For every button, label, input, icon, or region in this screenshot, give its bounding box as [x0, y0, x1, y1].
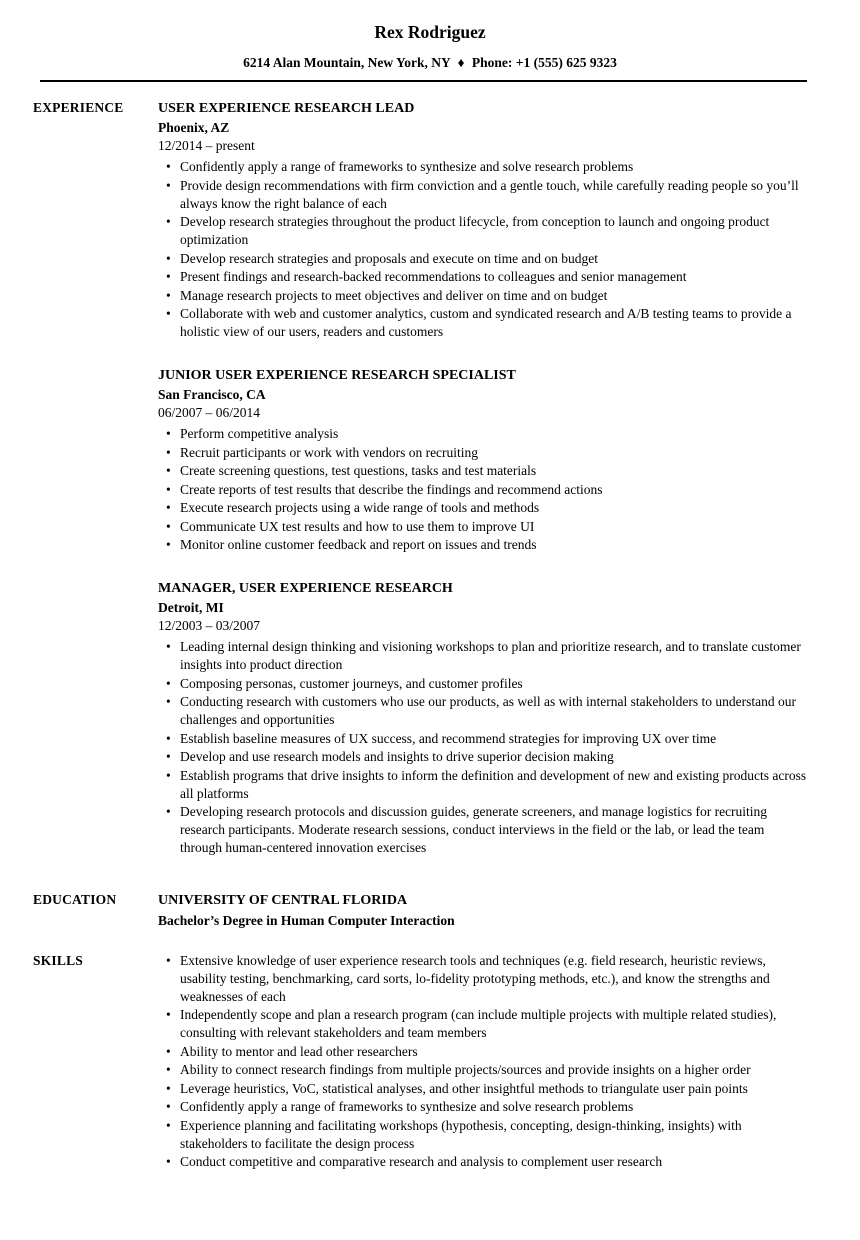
- contact-line: [0, 54, 860, 72]
- job-dates: 12/2003 – 03/2007: [158, 618, 261, 633]
- bullet-item: • Ability to connect research findings from multiple projects/sources and provide insights on a higher order: [166, 1061, 807, 1079]
- diamond-separator-icon: ♦: [457, 55, 465, 70]
- bullet-item: • Extensive knowledge of user experience research tools and techniques (e.g. field research, heuristic reviews, usability testing, benchmarking, card sorts, lo-fidelity prototyping methods, etc.), and know the strengths and weaknesses of each: [166, 952, 807, 1006]
- job-bullet-list: [158, 158, 807, 341]
- skills-bullet-list: [158, 952, 807, 1172]
- education-section: [33, 891, 807, 931]
- experience-content: [158, 99, 807, 858]
- bullet-item: • Develop research strategies and proposals and execute on time and on budget: [166, 250, 807, 268]
- degree: Bachelor’s Degree in Human Computer Interaction: [158, 912, 455, 928]
- bullet-item: • Monitor online customer feedback and report on issues and trends: [166, 536, 807, 554]
- job-entry: [158, 579, 807, 857]
- bullet-item: • Ability to mentor and lead other researchers: [166, 1043, 807, 1061]
- job-location: San Francisco, CA: [158, 387, 266, 402]
- bullet-item: • Establish programs that drive insights to inform the definition and development of new and existing products across all platforms: [166, 767, 807, 803]
- section-label-education: EDUCATION: [33, 891, 117, 907]
- bullet-item: • Develop research strategies throughout the product lifecycle, from conception to launch and ongoing product optimization: [166, 213, 807, 249]
- job-dates: 06/2007 – 06/2014: [158, 405, 261, 420]
- job-title: MANAGER, USER EXPERIENCE RESEARCH: [158, 581, 453, 596]
- bullet-item: • Develop and use research models and insights to drive superior decision making: [166, 748, 807, 766]
- section-label-skills: SKILLS: [33, 952, 83, 968]
- bullet-item: • Create reports of test results that describe the findings and recommend actions: [166, 481, 807, 499]
- bullet-item: • Confidently apply a range of frameworks to synthesize and solve research problems: [166, 1098, 807, 1116]
- bullet-item: • Experience planning and facilitating workshops (hypothesis, concepting, design-thinking, insights) with stakeholders to facilitate the design process: [166, 1117, 807, 1153]
- section-label-experience: EXPERIENCE: [33, 100, 124, 115]
- resume-body: [0, 82, 860, 1212]
- resume-header: [0, 0, 860, 82]
- job-bullet-list: [158, 638, 807, 857]
- bullet-item: • Provide design recommendations with firm conviction and a gentle touch, while carefully reading people so you’ll always know the right balance of each: [166, 177, 807, 213]
- skills-section: [33, 952, 807, 1172]
- bullet-item: • Confidently apply a range of frameworks to synthesize and solve research problems: [166, 158, 807, 176]
- bullet-item: • Composing personas, customer journeys, and customer profiles: [166, 675, 807, 693]
- bullet-item: • Present findings and research-backed recommendations to colleagues and senior management: [166, 268, 807, 286]
- job-location: Phoenix, AZ: [158, 120, 230, 135]
- job-bullet-list: [158, 425, 807, 554]
- school-name: UNIVERSITY OF CENTRAL FLORIDA: [158, 892, 408, 908]
- bullet-item: • Independently scope and plan a research program (can include multiple projects with multiple related studies), consulting with relevant stakeholders and team members: [166, 1006, 807, 1042]
- skills-content: [158, 952, 807, 1172]
- bullet-item: • Developing research protocols and discussion guides, generate screeners, and manage logistics for recruiting research participants. Moderate research sessions, conduct interviews in the field or the lab, or lead the team through human-centered innovation exercises: [166, 803, 807, 857]
- bullet-item: • Conducting research with customers who use our products, as well as with internal stakeholders to understand our challenges and opportunities: [166, 693, 807, 729]
- contact-phone: Phone: +1 (555) 625 9323: [471, 55, 617, 70]
- contact-address: 6214 Alan Mountain, New York, NY: [243, 55, 451, 70]
- bullet-item: • Collaborate with web and customer analytics, custom and syndicated research and A/B testing teams to provide a holistic view of our users, readers and customers: [166, 305, 807, 341]
- job-location: Detroit, MI: [158, 600, 224, 615]
- person-name: Rex Rodriguez: [374, 22, 486, 42]
- bullet-item: • Manage research projects to meet objectives and deliver on time and on budget: [166, 287, 807, 305]
- experience-section: [33, 99, 807, 858]
- bullet-item: • Execute research projects using a wide range of tools and methods: [166, 499, 807, 517]
- job-entry: [158, 99, 807, 341]
- bullet-item: • Leading internal design thinking and visioning workshops to plan and prioritize research, and to translate customer insights into product direction: [166, 638, 807, 674]
- job-entry: [158, 366, 807, 554]
- bullet-item: • Recruit participants or work with vendors on recruiting: [166, 444, 807, 462]
- bullet-item: • Conduct competitive and comparative research and analysis to complement user research: [166, 1153, 807, 1171]
- job-dates: 12/2014 – present: [158, 138, 255, 153]
- bullet-item: • Communicate UX test results and how to use them to improve UI: [166, 518, 807, 536]
- education-content: [158, 891, 807, 931]
- bullet-item: • Leverage heuristics, VoC, statistical analyses, and other insightful methods to triangulate user pain points: [166, 1080, 807, 1098]
- job-title: JUNIOR USER EXPERIENCE RESEARCH SPECIALIST: [158, 368, 516, 383]
- bullet-item: • Establish baseline measures of UX success, and recommend strategies for improving UX over time: [166, 730, 807, 748]
- bullet-item: • Perform competitive analysis: [166, 425, 807, 443]
- bullet-item: • Create screening questions, test questions, tasks and test materials: [166, 462, 807, 480]
- job-title: USER EXPERIENCE RESEARCH LEAD: [158, 101, 415, 116]
